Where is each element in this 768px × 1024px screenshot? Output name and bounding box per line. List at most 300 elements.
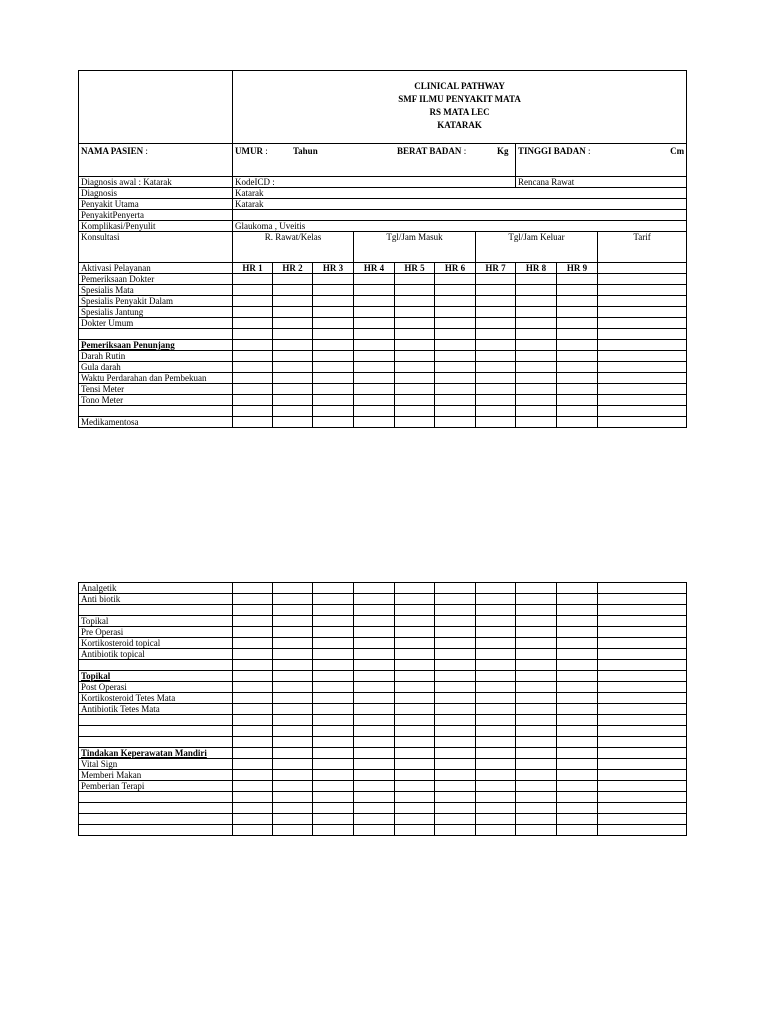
day-cell-6[interactable] <box>435 395 476 406</box>
day-cell-8[interactable] <box>516 627 557 638</box>
day-cell-6[interactable] <box>435 583 476 594</box>
day-cell-2[interactable] <box>273 406 313 417</box>
day-cell-7[interactable] <box>476 759 516 770</box>
day-cell-7[interactable] <box>476 583 516 594</box>
day-cell-2[interactable] <box>273 781 313 792</box>
day-cell-4[interactable] <box>354 737 395 748</box>
day-cell-7[interactable] <box>476 770 516 781</box>
day-cell-9[interactable] <box>557 285 598 296</box>
day-cell-6[interactable] <box>435 660 476 671</box>
day-cell-2[interactable] <box>273 285 313 296</box>
day-cell-9[interactable] <box>557 759 598 770</box>
day-cell-2[interactable] <box>273 340 313 351</box>
day-cell-7[interactable] <box>476 406 516 417</box>
day-cell-3[interactable] <box>313 770 354 781</box>
day-cell-6[interactable] <box>435 384 476 395</box>
day-cell-3[interactable] <box>313 296 354 307</box>
day-cell-6[interactable] <box>435 296 476 307</box>
day-cell-7[interactable] <box>476 627 516 638</box>
day-cell-1[interactable] <box>233 340 273 351</box>
day-cell-1[interactable] <box>233 649 273 660</box>
day-cell-1[interactable] <box>233 638 273 649</box>
day-cell-7[interactable] <box>476 737 516 748</box>
day-cell-2[interactable] <box>273 759 313 770</box>
day-cell-4[interactable] <box>354 792 395 803</box>
tariff-cell[interactable] <box>598 395 687 406</box>
day-cell-3[interactable] <box>313 726 354 737</box>
day-cell-2[interactable] <box>273 274 313 285</box>
day-cell-5[interactable] <box>395 737 435 748</box>
day-cell-4[interactable] <box>354 395 395 406</box>
day-cell-3[interactable] <box>313 395 354 406</box>
day-cell-5[interactable] <box>395 770 435 781</box>
day-cell-3[interactable] <box>313 781 354 792</box>
day-cell-8[interactable] <box>516 638 557 649</box>
day-cell-7[interactable] <box>476 660 516 671</box>
day-cell-7[interactable] <box>476 726 516 737</box>
day-cell-6[interactable] <box>435 792 476 803</box>
day-cell-3[interactable] <box>313 594 354 605</box>
day-cell-8[interactable] <box>516 737 557 748</box>
day-cell-8[interactable] <box>516 693 557 704</box>
day-cell-8[interactable] <box>516 373 557 384</box>
day-cell-5[interactable] <box>395 583 435 594</box>
day-cell-9[interactable] <box>557 373 598 384</box>
day-cell-4[interactable] <box>354 704 395 715</box>
day-cell-8[interactable] <box>516 362 557 373</box>
day-cell-4[interactable] <box>354 406 395 417</box>
day-cell-2[interactable] <box>273 296 313 307</box>
day-cell-1[interactable] <box>233 307 273 318</box>
day-cell-7[interactable] <box>476 384 516 395</box>
day-cell-6[interactable] <box>435 748 476 759</box>
day-cell-5[interactable] <box>395 616 435 627</box>
day-cell-4[interactable] <box>354 649 395 660</box>
day-cell-8[interactable] <box>516 384 557 395</box>
tariff-cell[interactable] <box>598 594 687 605</box>
day-cell-2[interactable] <box>273 748 313 759</box>
day-cell-3[interactable] <box>313 384 354 395</box>
tariff-cell[interactable] <box>598 770 687 781</box>
day-cell-5[interactable] <box>395 693 435 704</box>
day-cell-1[interactable] <box>233 825 273 836</box>
day-cell-2[interactable] <box>273 660 313 671</box>
day-cell-9[interactable] <box>557 351 598 362</box>
day-cell-9[interactable] <box>557 715 598 726</box>
tariff-cell[interactable] <box>598 605 687 616</box>
day-cell-4[interactable] <box>354 340 395 351</box>
day-cell-7[interactable] <box>476 594 516 605</box>
day-cell-9[interactable] <box>557 307 598 318</box>
day-cell-1[interactable] <box>233 693 273 704</box>
day-cell-8[interactable] <box>516 649 557 660</box>
day-cell-3[interactable] <box>313 583 354 594</box>
day-cell-4[interactable] <box>354 351 395 362</box>
icd-code-field[interactable]: KodeICD : <box>233 177 516 188</box>
day-cell-9[interactable] <box>557 671 598 682</box>
day-cell-1[interactable] <box>233 296 273 307</box>
day-cell-2[interactable] <box>273 395 313 406</box>
day-cell-4[interactable] <box>354 770 395 781</box>
day-cell-6[interactable] <box>435 759 476 770</box>
day-cell-2[interactable] <box>273 351 313 362</box>
tariff-cell[interactable] <box>598 406 687 417</box>
day-cell-1[interactable] <box>233 583 273 594</box>
day-cell-2[interactable] <box>273 583 313 594</box>
day-cell-9[interactable] <box>557 627 598 638</box>
day-cell-7[interactable] <box>476 274 516 285</box>
tariff-cell[interactable] <box>598 384 687 395</box>
day-cell-5[interactable] <box>395 274 435 285</box>
day-cell-5[interactable] <box>395 351 435 362</box>
day-cell-6[interactable] <box>435 649 476 660</box>
day-cell-8[interactable] <box>516 318 557 329</box>
day-cell-9[interactable] <box>557 395 598 406</box>
day-cell-4[interactable] <box>354 285 395 296</box>
day-cell-3[interactable] <box>313 351 354 362</box>
day-cell-5[interactable] <box>395 759 435 770</box>
day-cell-6[interactable] <box>435 362 476 373</box>
tariff-cell[interactable] <box>598 660 687 671</box>
day-cell-2[interactable] <box>273 594 313 605</box>
day-cell-8[interactable] <box>516 759 557 770</box>
day-cell-8[interactable] <box>516 803 557 814</box>
day-cell-5[interactable] <box>395 792 435 803</box>
day-cell-8[interactable] <box>516 715 557 726</box>
day-cell-9[interactable] <box>557 693 598 704</box>
tariff-cell[interactable] <box>598 318 687 329</box>
day-cell-2[interactable] <box>273 737 313 748</box>
day-cell-7[interactable] <box>476 803 516 814</box>
day-cell-7[interactable] <box>476 329 516 340</box>
day-cell-5[interactable] <box>395 329 435 340</box>
day-cell-6[interactable] <box>435 285 476 296</box>
day-cell-3[interactable] <box>313 704 354 715</box>
day-cell-5[interactable] <box>395 318 435 329</box>
day-cell-9[interactable] <box>557 362 598 373</box>
day-cell-3[interactable] <box>313 373 354 384</box>
day-cell-9[interactable] <box>557 660 598 671</box>
day-cell-6[interactable] <box>435 638 476 649</box>
comorbidity-value[interactable] <box>233 210 687 221</box>
day-cell-9[interactable] <box>557 417 598 428</box>
day-cell-4[interactable] <box>354 417 395 428</box>
day-cell-9[interactable] <box>557 748 598 759</box>
day-cell-4[interactable] <box>354 825 395 836</box>
day-cell-4[interactable] <box>354 329 395 340</box>
day-cell-8[interactable] <box>516 285 557 296</box>
day-cell-9[interactable] <box>557 594 598 605</box>
day-cell-8[interactable] <box>516 274 557 285</box>
day-cell-5[interactable] <box>395 362 435 373</box>
tariff-cell[interactable] <box>598 627 687 638</box>
day-cell-9[interactable] <box>557 384 598 395</box>
day-cell-5[interactable] <box>395 307 435 318</box>
tariff-cell[interactable] <box>598 759 687 770</box>
day-cell-4[interactable] <box>354 307 395 318</box>
tariff-cell[interactable] <box>598 417 687 428</box>
day-cell-7[interactable] <box>476 417 516 428</box>
day-cell-3[interactable] <box>313 825 354 836</box>
tariff-cell[interactable] <box>598 329 687 340</box>
day-cell-5[interactable] <box>395 406 435 417</box>
day-cell-3[interactable] <box>313 748 354 759</box>
day-cell-1[interactable] <box>233 781 273 792</box>
day-cell-3[interactable] <box>313 649 354 660</box>
day-cell-6[interactable] <box>435 715 476 726</box>
day-cell-7[interactable] <box>476 605 516 616</box>
day-cell-7[interactable] <box>476 671 516 682</box>
day-cell-5[interactable] <box>395 704 435 715</box>
day-cell-1[interactable] <box>233 748 273 759</box>
tariff-cell[interactable] <box>598 726 687 737</box>
day-cell-8[interactable] <box>516 781 557 792</box>
day-cell-1[interactable] <box>233 616 273 627</box>
day-cell-3[interactable] <box>313 715 354 726</box>
day-cell-6[interactable] <box>435 329 476 340</box>
day-cell-8[interactable] <box>516 792 557 803</box>
day-cell-3[interactable] <box>313 671 354 682</box>
tariff-cell[interactable] <box>598 671 687 682</box>
tariff-cell[interactable] <box>598 814 687 825</box>
day-cell-5[interactable] <box>395 649 435 660</box>
day-cell-8[interactable] <box>516 351 557 362</box>
day-cell-3[interactable] <box>313 274 354 285</box>
day-cell-1[interactable] <box>233 329 273 340</box>
day-cell-7[interactable] <box>476 351 516 362</box>
day-cell-3[interactable] <box>313 616 354 627</box>
day-cell-2[interactable] <box>273 682 313 693</box>
tariff-cell[interactable] <box>598 362 687 373</box>
day-cell-4[interactable] <box>354 715 395 726</box>
day-cell-1[interactable] <box>233 627 273 638</box>
day-cell-5[interactable] <box>395 682 435 693</box>
day-cell-1[interactable] <box>233 605 273 616</box>
day-cell-1[interactable] <box>233 671 273 682</box>
day-cell-4[interactable] <box>354 660 395 671</box>
day-cell-9[interactable] <box>557 340 598 351</box>
day-cell-4[interactable] <box>354 682 395 693</box>
tariff-cell[interactable] <box>598 583 687 594</box>
day-cell-4[interactable] <box>354 318 395 329</box>
day-cell-4[interactable] <box>354 605 395 616</box>
day-cell-2[interactable] <box>273 671 313 682</box>
day-cell-1[interactable] <box>233 704 273 715</box>
day-cell-4[interactable] <box>354 803 395 814</box>
day-cell-3[interactable] <box>313 318 354 329</box>
day-cell-6[interactable] <box>435 671 476 682</box>
tariff-cell[interactable] <box>598 825 687 836</box>
day-cell-7[interactable] <box>476 715 516 726</box>
day-cell-9[interactable] <box>557 737 598 748</box>
day-cell-7[interactable] <box>476 814 516 825</box>
day-cell-1[interactable] <box>233 594 273 605</box>
day-cell-6[interactable] <box>435 693 476 704</box>
tariff-cell[interactable] <box>598 307 687 318</box>
day-cell-1[interactable] <box>233 406 273 417</box>
day-cell-1[interactable] <box>233 792 273 803</box>
day-cell-7[interactable] <box>476 792 516 803</box>
day-cell-4[interactable] <box>354 274 395 285</box>
day-cell-7[interactable] <box>476 395 516 406</box>
day-cell-6[interactable] <box>435 274 476 285</box>
day-cell-8[interactable] <box>516 605 557 616</box>
tariff-cell[interactable] <box>598 373 687 384</box>
day-cell-6[interactable] <box>435 803 476 814</box>
tariff-cell[interactable] <box>598 638 687 649</box>
day-cell-1[interactable] <box>233 285 273 296</box>
day-cell-6[interactable] <box>435 616 476 627</box>
day-cell-9[interactable] <box>557 583 598 594</box>
day-cell-9[interactable] <box>557 803 598 814</box>
day-cell-5[interactable] <box>395 627 435 638</box>
day-cell-8[interactable] <box>516 406 557 417</box>
day-cell-7[interactable] <box>476 340 516 351</box>
day-cell-8[interactable] <box>516 395 557 406</box>
day-cell-4[interactable] <box>354 296 395 307</box>
day-cell-3[interactable] <box>313 417 354 428</box>
day-cell-4[interactable] <box>354 616 395 627</box>
age-weight-field[interactable] <box>233 144 516 177</box>
day-cell-6[interactable] <box>435 682 476 693</box>
day-cell-7[interactable] <box>476 682 516 693</box>
day-cell-6[interactable] <box>435 406 476 417</box>
day-cell-6[interactable] <box>435 307 476 318</box>
height-field[interactable] <box>516 144 687 177</box>
tariff-cell[interactable] <box>598 737 687 748</box>
day-cell-5[interactable] <box>395 285 435 296</box>
day-cell-5[interactable] <box>395 715 435 726</box>
day-cell-8[interactable] <box>516 307 557 318</box>
day-cell-2[interactable] <box>273 307 313 318</box>
day-cell-3[interactable] <box>313 814 354 825</box>
day-cell-4[interactable] <box>354 594 395 605</box>
day-cell-2[interactable] <box>273 825 313 836</box>
day-cell-9[interactable] <box>557 638 598 649</box>
day-cell-1[interactable] <box>233 814 273 825</box>
day-cell-8[interactable] <box>516 671 557 682</box>
day-cell-5[interactable] <box>395 605 435 616</box>
tariff-cell[interactable] <box>598 274 687 285</box>
day-cell-1[interactable] <box>233 660 273 671</box>
day-cell-8[interactable] <box>516 329 557 340</box>
day-cell-4[interactable] <box>354 693 395 704</box>
day-cell-4[interactable] <box>354 781 395 792</box>
day-cell-4[interactable] <box>354 627 395 638</box>
day-cell-1[interactable] <box>233 726 273 737</box>
day-cell-2[interactable] <box>273 417 313 428</box>
day-cell-7[interactable] <box>476 373 516 384</box>
day-cell-5[interactable] <box>395 726 435 737</box>
tariff-cell[interactable] <box>598 781 687 792</box>
day-cell-5[interactable] <box>395 395 435 406</box>
day-cell-6[interactable] <box>435 770 476 781</box>
tariff-cell[interactable] <box>598 693 687 704</box>
day-cell-4[interactable] <box>354 759 395 770</box>
day-cell-7[interactable] <box>476 693 516 704</box>
day-cell-1[interactable] <box>233 362 273 373</box>
day-cell-7[interactable] <box>476 781 516 792</box>
day-cell-1[interactable] <box>233 737 273 748</box>
tariff-cell[interactable] <box>598 340 687 351</box>
day-cell-3[interactable] <box>313 803 354 814</box>
day-cell-6[interactable] <box>435 825 476 836</box>
day-cell-7[interactable] <box>476 318 516 329</box>
day-cell-2[interactable] <box>273 693 313 704</box>
day-cell-8[interactable] <box>516 770 557 781</box>
day-cell-8[interactable] <box>516 660 557 671</box>
tariff-cell[interactable] <box>598 704 687 715</box>
day-cell-9[interactable] <box>557 329 598 340</box>
tariff-cell[interactable] <box>598 296 687 307</box>
day-cell-4[interactable] <box>354 583 395 594</box>
day-cell-5[interactable] <box>395 814 435 825</box>
day-cell-7[interactable] <box>476 362 516 373</box>
day-cell-3[interactable] <box>313 627 354 638</box>
day-cell-2[interactable] <box>273 605 313 616</box>
day-cell-5[interactable] <box>395 825 435 836</box>
day-cell-4[interactable] <box>354 671 395 682</box>
day-cell-1[interactable] <box>233 770 273 781</box>
day-cell-9[interactable] <box>557 792 598 803</box>
day-cell-2[interactable] <box>273 715 313 726</box>
day-cell-9[interactable] <box>557 825 598 836</box>
day-cell-1[interactable] <box>233 373 273 384</box>
day-cell-5[interactable] <box>395 748 435 759</box>
day-cell-4[interactable] <box>354 373 395 384</box>
day-cell-3[interactable] <box>313 605 354 616</box>
day-cell-1[interactable] <box>233 715 273 726</box>
day-cell-3[interactable] <box>313 285 354 296</box>
day-cell-5[interactable] <box>395 781 435 792</box>
day-cell-6[interactable] <box>435 627 476 638</box>
day-cell-3[interactable] <box>313 660 354 671</box>
day-cell-3[interactable] <box>313 329 354 340</box>
day-cell-2[interactable] <box>273 318 313 329</box>
day-cell-8[interactable] <box>516 417 557 428</box>
day-cell-6[interactable] <box>435 373 476 384</box>
day-cell-4[interactable] <box>354 638 395 649</box>
day-cell-1[interactable] <box>233 417 273 428</box>
day-cell-8[interactable] <box>516 825 557 836</box>
day-cell-8[interactable] <box>516 340 557 351</box>
day-cell-2[interactable] <box>273 329 313 340</box>
day-cell-5[interactable] <box>395 671 435 682</box>
day-cell-9[interactable] <box>557 616 598 627</box>
day-cell-5[interactable] <box>395 638 435 649</box>
day-cell-1[interactable] <box>233 395 273 406</box>
day-cell-5[interactable] <box>395 594 435 605</box>
day-cell-1[interactable] <box>233 384 273 395</box>
day-cell-6[interactable] <box>435 351 476 362</box>
day-cell-8[interactable] <box>516 583 557 594</box>
tariff-cell[interactable] <box>598 748 687 759</box>
day-cell-8[interactable] <box>516 726 557 737</box>
day-cell-6[interactable] <box>435 340 476 351</box>
day-cell-6[interactable] <box>435 704 476 715</box>
day-cell-5[interactable] <box>395 417 435 428</box>
day-cell-8[interactable] <box>516 616 557 627</box>
day-cell-5[interactable] <box>395 803 435 814</box>
day-cell-5[interactable] <box>395 296 435 307</box>
tariff-cell[interactable] <box>598 649 687 660</box>
day-cell-9[interactable] <box>557 682 598 693</box>
day-cell-3[interactable] <box>313 737 354 748</box>
tariff-cell[interactable] <box>598 715 687 726</box>
day-cell-4[interactable] <box>354 748 395 759</box>
day-cell-5[interactable] <box>395 340 435 351</box>
day-cell-6[interactable] <box>435 417 476 428</box>
